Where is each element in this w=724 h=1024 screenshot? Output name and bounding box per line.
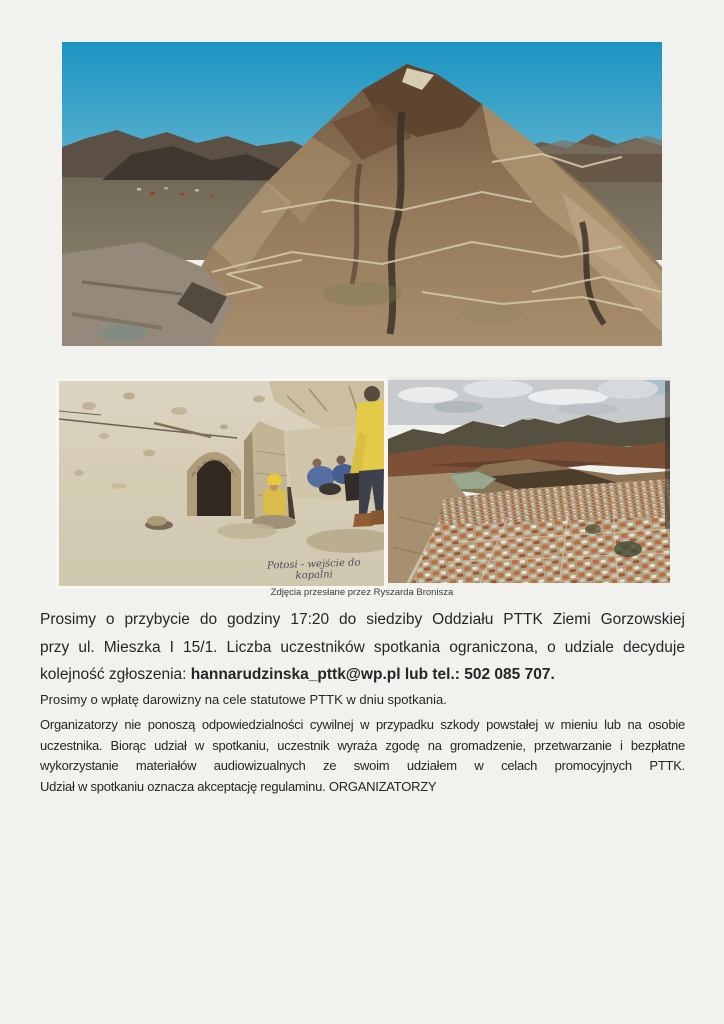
disclaimer-line-2: uczestnika. Biorąc udział w spotkaniu, uczestnik wyraża zgodę na gromadzenie, przetwarzanie i bezpłatne [40,737,685,753]
city-photo [388,377,670,583]
contact-email-phone: hannarudzinska_pttk@wp.pl lub tel.: 502 085 707. [190,666,555,683]
invitation-line-2: przy ul. Mieszka I 15/1. Liczba uczestników spotkania ograniczona, o udziale decyduje [40,638,685,656]
disclaimer-line-3: wykorzystanie materiałów audiowizualnych ze swoim udziałem w celach promocyjnych PTTK. [40,758,685,773]
disclaimer-line-1: Organizatorzy nie ponoszą odpowiedzialności cywilnej w przypadku szkody powstałej w mieniu lub na osobie [40,717,685,732]
mine-entrance-photo [56,378,387,589]
invitation-paragraph [40,606,685,689]
disclaimer-line-4: Udział w spotkaniu oznacza akceptację regulaminu. ORGANIZATORZY [40,778,437,794]
photo-caption: Zdjęcia przesłane przez Ryszarda Bronisza [270,587,454,598]
handwritten-note: Potosi - wejście do kopalni [266,557,361,582]
invitation-line-1: Prosimy o przybycie do godziny 17:20 do siedziby Oddziału PTTK Ziemi Gorzowskiej [40,611,685,628]
mountain-photo-illustration [62,42,662,346]
invitation-line-3: kolejność zgłoszenia: hannarudzinska_pttk@wp.pl lub tel.: 502 085 707. [40,666,555,683]
city-photo-illustration [388,377,670,583]
disclaimer-paragraph [40,715,685,797]
mine-photo-illustration [59,381,384,586]
donation-paragraph: Prosimy o wpłatę darowizny na cele statutowe PTTK w dniu spotkania. [40,692,447,707]
mountain-photo [62,42,662,346]
